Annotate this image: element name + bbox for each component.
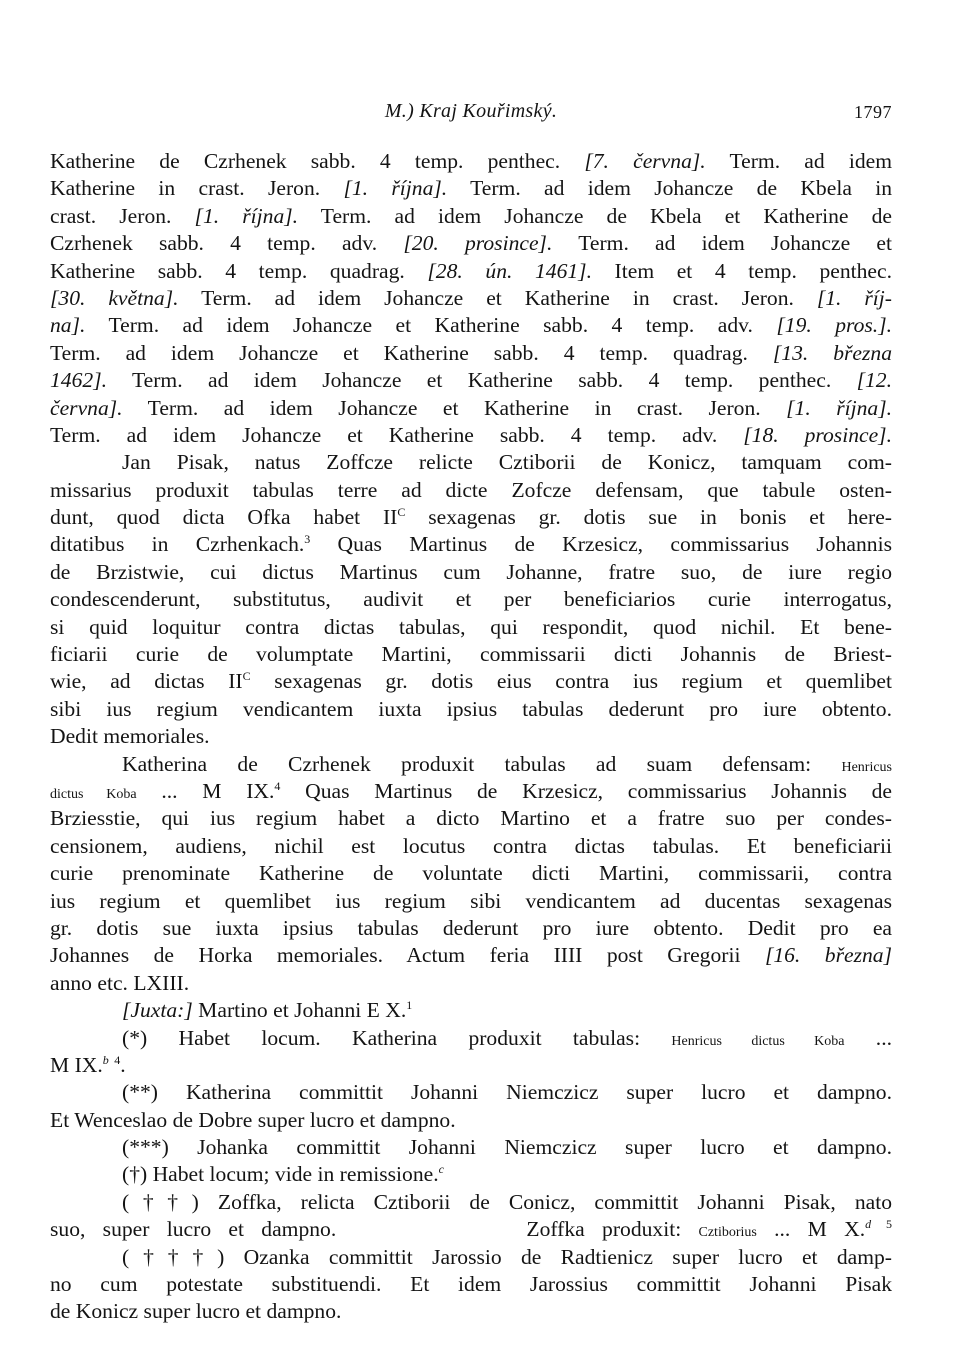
text-line: suo, super lucro et dampno. Zoffka produxit: Cztiborius ... M X.$^{d 5}$: [50, 1217, 892, 1242]
text-line: Czrhenek sabb. 4 temp. adv. [20. prosince]. Term. ad idem Johancze et: [50, 231, 892, 256]
text-line: Katherine in crast. Jeron. [1. října]. Term. ad idem Johancze de Kbela in: [50, 176, 892, 201]
text-line: ficiarii curie de volumptate Martini, commissarii dicti Johannis de Briest-: [50, 642, 892, 667]
text-line: missarius produxit tabulas terre ad dicte Zofcze defensam, que tabule osten-: [50, 477, 892, 502]
text-line: [30. května]. Term. ad idem Johancze et Katherine in crast. Jeron. [1. říj-: [50, 285, 892, 310]
text-line: Jan Pisak, natus Zoffcze relicte Cztiborii de Konicz, tamquam com-: [122, 450, 892, 475]
page-number: 1797: [854, 102, 892, 122]
text-line: (†) Habet locum; vide in remissione.$^c$: [122, 1162, 444, 1187]
text-line: anno etc. LXIII.: [50, 970, 190, 995]
text-line: wie, ad dictas $II^C$ sexagenas gr. dotis eius contra ius regium et quemlibet: [50, 669, 892, 694]
text-line: ius regium et quemlibet ius regium sibi vendicantem ad ducentas sexagenas: [50, 888, 892, 913]
text-line: [Juxta:] Martino et Johanni E X.$^1$: [122, 998, 413, 1023]
text-line: Brziesstie, qui ius regium habet a dicto Martino et a fratre suo per condes-: [50, 806, 892, 831]
text-line: crast. Jeron. [1. října]. Term. ad idem Johancze de Kbela et Katherine de: [50, 203, 892, 228]
text-line: de Konicz super lucro et dampno.: [50, 1299, 342, 1324]
text-line: censionem, audiens, nichil est locutus contra dictas tabulas. Et beneficiarii: [50, 833, 892, 858]
text-line: dunt, quod dicta Ofka habet $II^C$ sexagenas gr. dotis sue in bonis et here-: [50, 505, 892, 530]
text-line: (*) Habet locum. Katherina produxit tabulas: Henricus dictus Koba ...: [122, 1025, 892, 1050]
text-line: Johannes de Horka memoriales. Actum feria IIII post Gregorii [16. března]: [50, 943, 892, 968]
text-line: sibi ius regium vendicantem iuxta ipsius tabulas dederunt pro iure obtento.: [50, 696, 892, 721]
text-line: Et Wenceslao de Dobre super lucro et dampno.: [50, 1107, 456, 1132]
page-header: [50, 100, 892, 130]
text-line: Katherine sabb. 4 temp. quadrag. [28. ún. 1461]. Item et 4 temp. penthec.: [50, 258, 892, 283]
text-line: (†††) Ozanka committit Jarossio de Radtienicz super lucro et damp-: [122, 1244, 892, 1269]
text-line: (**) Katherina committit Johanni Niemczicz super lucro et dampno.: [122, 1080, 892, 1105]
text-line: curie prenominate Katherine de voluntate dicti Martini, commissarii, contra: [50, 861, 892, 886]
text-line: Term. ad idem Johancze et Katherine sabb. 4 temp. quadrag. [13. března: [50, 340, 892, 365]
text-line: gr. dotis sue iuxta ipsius tabulas dederunt pro iure obtento. Dedit pro ea: [50, 915, 892, 940]
text-line: 1462]. Term. ad idem Johancze et Katherine sabb. 4 temp. penthec. [12.: [50, 368, 892, 393]
text-line: června]. Term. ad idem Johancze et Katherine in crast. Jeron. [1. října].: [50, 395, 892, 420]
body-text: [50, 148, 892, 1326]
running-title: M.) Kraj Kouřimský.: [384, 100, 558, 122]
text-line: Dedit memoriales.: [50, 724, 210, 749]
text-line: Term. ad idem Johancze et Katherine sabb. 4 temp. adv. [18. prosince].: [50, 422, 892, 447]
text-line: M IX.$^b$ $^4$.: [50, 1052, 126, 1077]
text-line: ditatibus in Czrhenkach.$^3$ Quas Martinus de Krzesicz, commissarius Johannis: [50, 532, 892, 557]
text-line: condescenderunt, substitutus, audivit et per beneficiarios curie interrogatus,: [50, 587, 892, 612]
text-line: (††) Zoffka, relicta Cztiborii de Conicz, committit Johanni Pisak, nato: [122, 1189, 892, 1214]
text-line: no cum potestate substituendi. Et idem Jarossius committit Johanni Pisak: [50, 1272, 892, 1297]
text-line: Katherine de Czrhenek sabb. 4 temp. penthec. [7. června]. Term. ad idem: [50, 149, 892, 173]
text-line: na]. Term. ad idem Johancze et Katherine sabb. 4 temp. adv. [19. pros.].: [50, 313, 892, 338]
text-line: Katherina de Czrhenek produxit tabulas ad suam defensam: Henricus: [122, 751, 892, 776]
text-line: de Brzistwie, cui dictus Martinus cum Johanne, fratre suo, de iure regio: [50, 559, 892, 584]
text-line: (***) Johanka committit Johanni Niemczicz super lucro et dampno.: [122, 1135, 892, 1160]
text-line: dictus Koba ... M IX.$^4$ Quas Martinus de Krzesicz, commissarius Johannis de: [50, 778, 892, 803]
text-line: si quid loquitur contra dictas tabulas, qui respondit, quod nichil. Et bene-: [50, 614, 892, 639]
